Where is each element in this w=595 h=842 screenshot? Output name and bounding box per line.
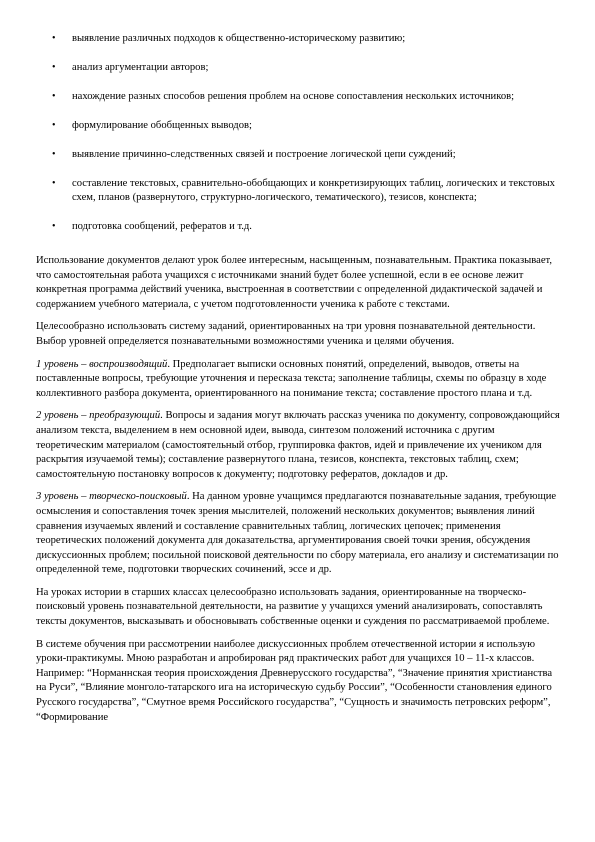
list-item-text: нахождение разных способов решения проблем на основе сопоставления нескольких источников; [72,91,515,102]
list-item-text: подготовка сообщений, рефератов и т.д. [72,221,252,232]
bullet-icon: • [52,178,56,189]
list-item [0,148,595,162]
list-item [0,119,595,133]
list-item-text: формулирование обобщенных выводов; [72,120,252,131]
paragraph-level-1 [36,358,563,402]
list-item [0,220,595,234]
level-1-text: . Предполагает выписки основных понятий, определений, выводов, ответы на поставленные вопросы, требующие уточнения и пересказа текста; заполнение таблицы, схемы по образцу в ходе коллективного разбора документа, ориентированного на понимание текста; составление простого плана и т.д. [36,358,547,399]
paragraph-practicum-lessons: В системе обучения при рассмотрении наиболее дискуссионных проблем отечественной истории я использую уроки-практикумы. Мною разработан и апробирован ряд практических работ для учащихся 10 – 11-х классов. Например: “Норманнская теория происхождения Древнерусского государства”, “Значение принятия христианства на Руси”, “Влияние монголо-татарского ига на историческую судьбу России”, “Особенности становления единого Русского государства”, “Смутное время Российского государства”, “Сущность и значимость петровских реформ”, “Формирование [36,638,553,723]
paragraph-task-system: Целесообразно использовать систему заданий, ориентированных на три уровня познавательной деятельности. Выбор уровней определяется познавательными возможностями ученика и целями обучения. [36,321,536,347]
level-2-text: . Вопросы и задания могут включать рассказ ученика по документу, сопровождающийся анализом текста, выделением в нем основной идеи, вывода, синтезом положений источника с другим теоретическим материалом (самостоятельный отбор, группировка фактов, идей и привлечение их учеником для раскрытия изучаемой темы); составление развернутого плана, тезисов, конспекта, текстовых таблиц, схем; самостоятельную постановку вопросов к документу; подготовку рефератов, докладов и др. [36,410,560,480]
list-item-text: составление текстовых, сравнительно-обобщающих и конкретизирующих таблиц, логических и текстовых схем, планов (развернутого, структурно-логического, тематического), тезисов, конспекта; [72,178,555,203]
bullet-icon: • [52,221,56,232]
list-item [0,90,595,104]
list-item-text: выявление причинно-следственных связей и построение логической цепи суждений; [72,149,456,160]
level-1-heading: 1 уровень – воспроизводящий [36,358,168,370]
level-3-text: . На данном уровне учащимся предлагаются познавательные задания, требующие осмысления и сопоставления точек зрения мыслителей, положений нескольких документов; выявления линий сравнения изучаемых явлений и составление сравнительных таблиц, логических цепочек; применения теоретических положений документа для доказательства, аргументирования своей точки зрения, обсуждения дискуссионных проблем; посильной поисковой деятельности по сбору материала, его анализу и систематизации по определенной теме, подготовки творческих сочинений, эссе и др. [36,491,559,576]
bullet-icon: • [52,120,56,131]
body-text [36,254,563,733]
list-item-text: анализ аргументации авторов; [72,62,209,73]
level-2-heading: 2 уровень – преобразующий [36,410,161,422]
list-item-text: выявление различных подходов к общественно-историческому развитию; [72,33,406,44]
paragraph-documents-usage: Использование документов делают урок более интересным, насыщенным, познавательным. Практика показывает, что самостоятельная работа учащихся с источниками знаний будет более успешной, если в ее основе лежит конкретная программа действий ученика, выстроенная в соответствии с определенной дидактической задачей и содержанием учебного материала, с учетом подготовленности ученика к работе с текстами. [36,255,553,310]
bullet-icon: • [52,91,56,102]
paragraph-level-2 [36,409,563,482]
list-item [0,32,595,46]
bullet-icon: • [52,33,56,44]
list-item [0,177,595,205]
paragraph-level-3 [36,490,563,578]
paragraph-senior-classes: На уроках истории в старших классах целесообразно использовать задания, ориентированные на творческо-поисковый уровень познавательной деятельности, на развитие у учащихся умений анализировать, сопоставлять тексты документов, высказывать и обосновывать собственные оценки и суждения по рассматриваемой проблеме. [36,586,550,628]
list-item [0,61,595,75]
bullet-icon: • [52,62,56,73]
level-3-heading: 3 уровень – творческо-поисковый [36,491,187,503]
bullet-icon: • [52,149,56,160]
skills-bullet-list [0,32,595,249]
